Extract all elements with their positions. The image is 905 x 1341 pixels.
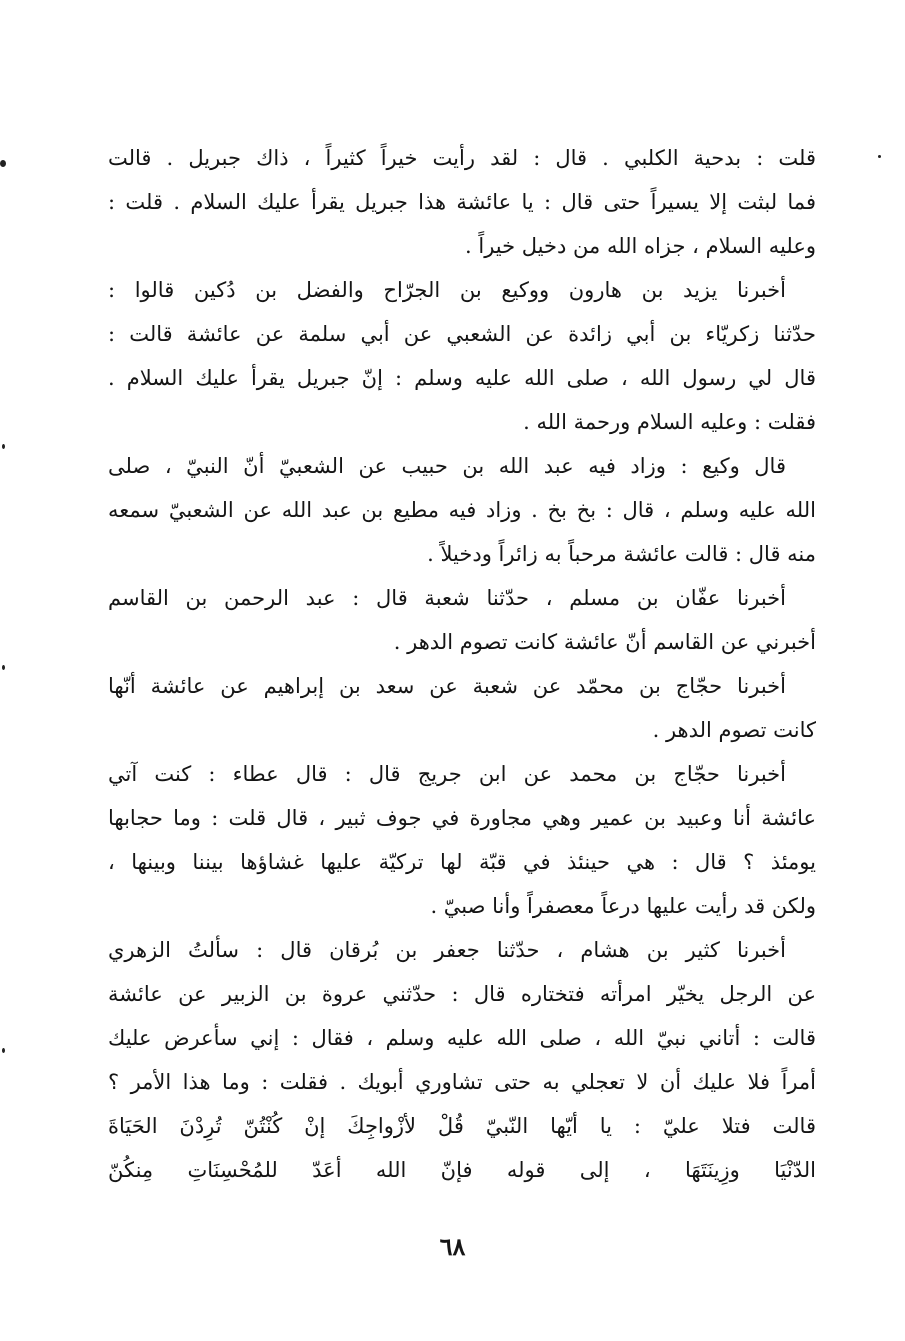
scan-speck <box>0 160 6 167</box>
text-line: قالت فتلا عليّ : يا أيّها النّبيّ قُلْ لأزْواجِكَ إنْ كُنْتُنّ تُرِدْنَ الحَيَاةَ <box>108 1114 816 1138</box>
text-line: أمراً فلا عليك أن لا تعجلي به حتى تشاوري أبويك . فقلت : وما هذا الأمر ؟ <box>108 1070 816 1094</box>
text-line: أخبرني عن القاسم أنّ عائشة كانت تصوم الدهر . <box>393 630 816 654</box>
text-line: الدّنْيَا وزِينَتَهَا ، إلى قوله فإنّ الله أعَدّ للمُحْسِنَاتِ مِنكُنّ <box>108 1158 816 1182</box>
body-text <box>108 136 816 1192</box>
text-line: فما لبثت إلا يسيراً حتى قال : يا عائشة هذا جبريل يقرأ عليك السلام . قلت : <box>108 190 816 214</box>
text-line: قلت : بدحية الكلبي . قال : لقد رأيت خيراً كثيراً ، ذاك جبريل . قالت <box>108 146 816 170</box>
text-line: قالت : أتاني نبيّ الله ، صلى الله عليه وسلم ، فقال : إني سأعرض عليك <box>108 1026 816 1050</box>
text-line: فقلت : وعليه السلام ورحمة الله . <box>523 410 816 434</box>
page-number: ٦٨ <box>439 1232 466 1261</box>
scan-speck <box>2 665 5 670</box>
text-line: ولكن قد رأيت عليها درعاً معصفراً وأنا صبيّ . <box>430 894 816 918</box>
scan-speck <box>878 155 881 158</box>
text-line: أخبرنا حجّاج بن محمد عن ابن جريج قال : قال عطاء : كنت آتي <box>108 762 786 786</box>
text-line: أخبرنا عفّان بن مسلم ، حدّثنا شعبة قال : عبد الرحمن بن القاسم <box>108 586 786 610</box>
text-line: عن الرجل يخيّر امرأته فتختاره قال : حدّثني عروة بن الزبير عن عائشة <box>108 982 816 1006</box>
text-line: الله عليه وسلم ، قال : بخ بخ . وزاد فيه مطيع بن عبد الله عن الشعبيّ سمعه <box>108 498 816 522</box>
text-line: وعليه السلام ، جزاه الله من دخيل خيراً . <box>465 234 816 258</box>
text-line: أخبرنا يزيد بن هارون ووكيع بن الجرّاح والفضل بن دُكين قالوا : <box>108 278 786 302</box>
text-line: قال وكيع : وزاد فيه عبد الله بن حبيب عن الشعبيّ أنّ النبيّ ، صلى <box>108 454 786 478</box>
text-line: أخبرنا حجّاج بن محمّد عن شعبة عن سعد بن إبراهيم عن عائشة أنّها <box>108 674 786 698</box>
scan-speck <box>2 444 5 449</box>
scan-speck <box>2 1048 5 1053</box>
text-line: كانت تصوم الدهر . <box>652 718 816 742</box>
text-line: منه قال : قالت عائشة مرحباً به زائراً ودخيلاً . <box>427 542 816 566</box>
text-line: أخبرنا كثير بن هشام ، حدّثنا جعفر بن بُرقان قال : سألتُ الزهري <box>108 938 786 962</box>
text-line: يومئذ ؟ قال : هي حينئذ في قبّة لها تركيّة عليها غشاؤها بيننا وبينها ، <box>108 850 816 874</box>
text-line: عائشة أنا وعبيد بن عمير وهي مجاورة في جوف ثبير ، قال قلت : وما حجابها <box>108 806 816 830</box>
text-line: قال لي رسول الله ، صلى الله عليه وسلم : إنّ جبريل يقرأ عليك السلام . <box>108 366 816 390</box>
text-line: حدّثنا زكريّاء بن أبي زائدة عن الشعبي عن أبي سلمة عن عائشة قالت : <box>108 322 816 346</box>
